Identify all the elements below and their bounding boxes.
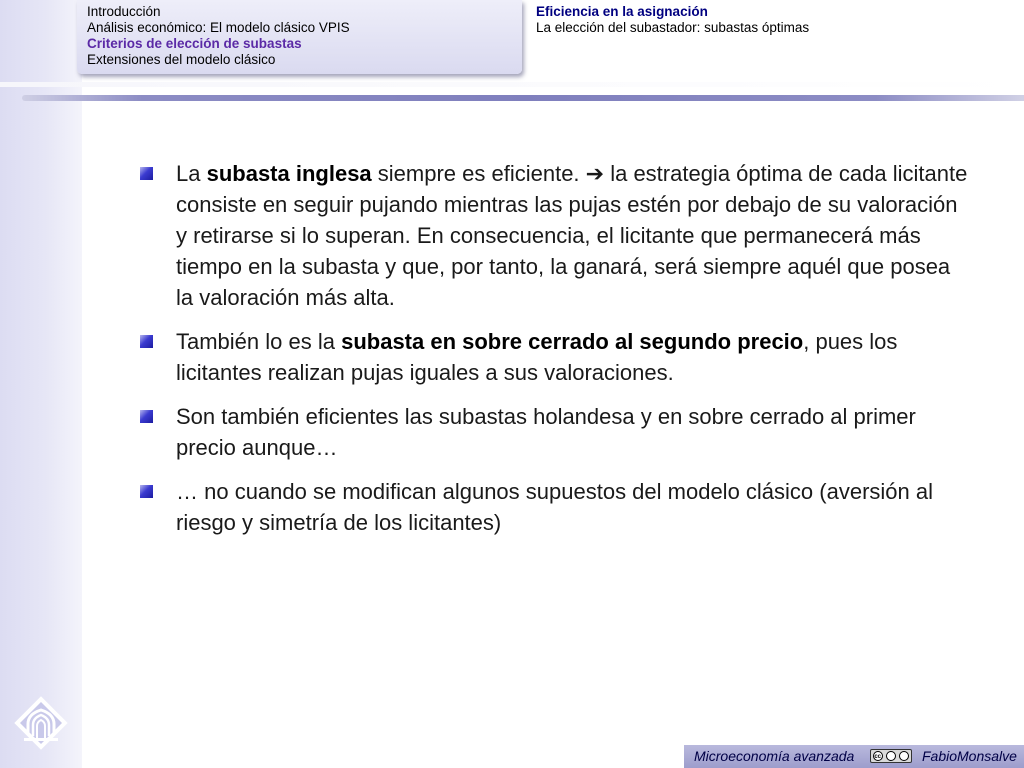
bullet-text-pre: También lo es la: [176, 329, 342, 354]
section-subtitle[interactable]: La elección del subastador: subastas óptimas: [536, 20, 810, 35]
footer-course-title: Microeconomía avanzada: [694, 748, 855, 764]
cc-circle-icon: cc: [873, 751, 883, 761]
nav-item-criterios-eleccion[interactable]: Criterios de elección de subastas: [87, 36, 302, 51]
bullet-text-bold: subasta inglesa: [206, 161, 372, 186]
bullet-text-post: , pues los licitantes realizan pujas iguales a sus valoraciones.: [176, 329, 898, 385]
footer-bar: [684, 745, 1024, 768]
square-bullet-icon: [140, 410, 153, 423]
square-bullet-icon: [140, 335, 153, 348]
bullet-text: … no cuando se modifican algunos supuestos del modelo clásico (aversión al riesgo y simetría de los licitantes): [176, 479, 933, 535]
list-item: [140, 476, 970, 538]
section-navigation: [536, 4, 809, 36]
section-title[interactable]: Eficiencia en la asignación: [536, 4, 708, 19]
nav-item-introduccion[interactable]: Introducción: [87, 4, 161, 19]
creative-commons-icon[interactable]: [870, 749, 912, 763]
list-item: [140, 401, 970, 463]
noncommercial-icon: [899, 751, 909, 761]
university-arches-logo-icon: [10, 694, 72, 756]
bullet-text-bold: subasta en sobre cerrado al segundo precio: [341, 329, 804, 354]
list-item: [140, 158, 970, 313]
square-bullet-icon: [140, 167, 153, 180]
footer-author: FabioMonsalve: [922, 748, 1017, 764]
header-highlight: [0, 82, 1024, 87]
left-sidebar-band: [0, 0, 82, 768]
square-bullet-icon: [140, 485, 153, 498]
bullet-text: Son también eficientes las subastas holandesa y en sobre cerrado al primer precio aunque…: [176, 404, 916, 460]
nav-item-analisis-economico[interactable]: Análisis económico: El modelo clásico VPIS: [87, 20, 350, 35]
nav-item-extensiones[interactable]: Extensiones del modelo clásico: [87, 52, 276, 67]
slide-body: [140, 158, 970, 551]
bullet-text-pre: La: [176, 161, 207, 186]
attribution-icon: [886, 751, 896, 761]
chapter-navigation: [77, 0, 522, 74]
list-item: [140, 326, 970, 388]
bullet-text-post: siempre es eficiente. ➔ la estrategia óptima de cada licitante consiste en seguir pujando mientras las pujas estén por debajo de su valoración y retirarse si lo superan. En consecuencia, el licitante que permanecerá más tiempo en la subasta y que, por tanto, la ganará, será siempre aquél que posea la valoración más alta.: [176, 161, 968, 310]
header-divider: [22, 95, 1024, 101]
